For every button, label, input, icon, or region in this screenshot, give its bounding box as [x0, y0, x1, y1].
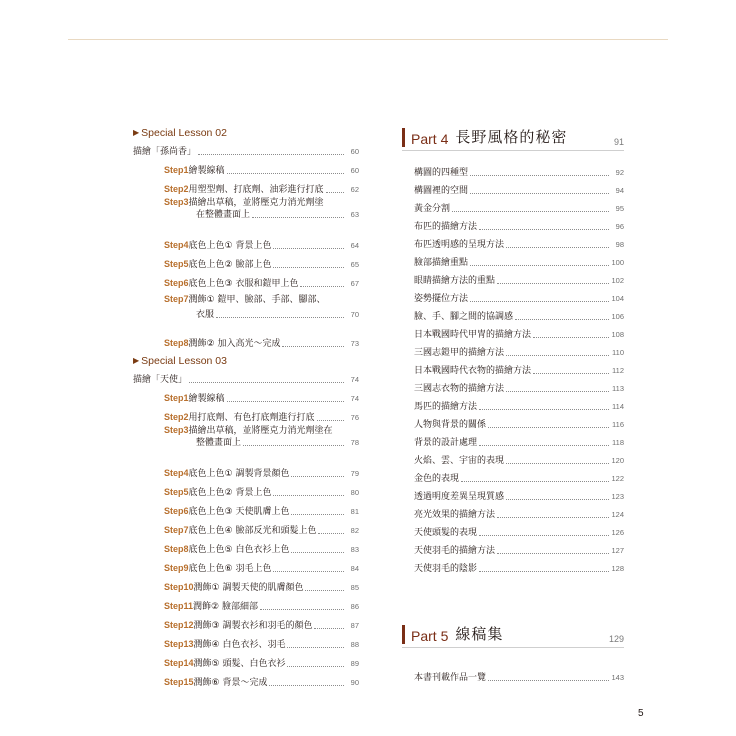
step-label: Step6 — [164, 506, 189, 516]
entry-label: 天使羽毛的陰影 — [414, 564, 478, 574]
part4-list — [402, 161, 624, 575]
right-column — [402, 123, 624, 575]
toc-entry-catalog[interactable] — [414, 672, 624, 684]
dot-leader — [318, 533, 344, 534]
entry-page: 95 — [615, 204, 624, 213]
entry-page: 83 — [350, 545, 359, 554]
entry-page: 87 — [350, 621, 359, 630]
entry-page: 118 — [612, 438, 624, 447]
triangle-icon: ▶ — [133, 356, 140, 365]
toc-entry-part4[interactable] — [402, 359, 624, 377]
lesson-heading-text: Special Lesson 02 — [141, 127, 227, 139]
toc-entry-part4[interactable] — [402, 323, 624, 341]
part-page: 91 — [613, 137, 624, 147]
toc-entry-part4[interactable] — [402, 485, 624, 503]
toc-entry-part4[interactable] — [402, 449, 624, 467]
dot-leader — [317, 420, 344, 421]
entry-label: 亮光效果的描繪方法 — [414, 510, 496, 520]
entry-page: 126 — [611, 528, 624, 537]
toc-entry-part4[interactable] — [402, 377, 624, 395]
entry-page: 62 — [350, 185, 359, 194]
step-line-2 — [164, 437, 359, 449]
part-number: Part 4 — [411, 131, 449, 147]
toc-entry-part4[interactable] — [402, 305, 624, 323]
toc-entry-step[interactable] — [133, 461, 359, 480]
entry-page: 86 — [350, 602, 359, 611]
step-text: 底色上色② 臉部上色 — [188, 260, 272, 270]
step-label: Step7 — [164, 294, 189, 304]
dot-leader — [479, 535, 609, 536]
step-label: Step2 — [164, 412, 189, 422]
toc-entry-step[interactable] — [133, 424, 359, 461]
step-label: Step6 — [164, 278, 189, 288]
toc-entry-part4[interactable] — [402, 467, 624, 485]
step-label: Step7 — [164, 525, 189, 535]
step-text: 底色上色③ 衣服和鎧甲上色 — [188, 279, 299, 289]
toc-entry-part4[interactable] — [402, 431, 624, 449]
step-text: 潤飾③ 調製衣衫和羽毛的顏色 — [193, 621, 313, 631]
step-text: 描繪出草稿，並將壓克力消光劑塗在 — [188, 426, 333, 436]
entry-page: 64 — [350, 241, 359, 250]
entry-label: 布匹透明感的呈現方法 — [414, 240, 505, 250]
step-line-2 — [164, 309, 359, 321]
part4-heading[interactable] — [402, 123, 624, 151]
dot-leader — [326, 192, 344, 193]
dot-leader — [273, 571, 344, 572]
dot-leader — [515, 319, 609, 320]
toc-entry-lesson-title[interactable] — [133, 369, 359, 386]
toc-entry-part4[interactable] — [402, 215, 624, 233]
part-number: Part 5 — [411, 628, 449, 644]
dot-leader — [198, 154, 344, 155]
dot-leader — [287, 666, 344, 667]
lesson-heading-text: Special Lesson 03 — [141, 355, 227, 367]
dot-leader — [506, 499, 609, 500]
page-number: 5 — [638, 708, 644, 719]
toc-entry-part4[interactable] — [402, 521, 624, 539]
dot-leader — [291, 552, 344, 553]
step-text: 底色上色② 背景上色 — [188, 488, 272, 498]
dot-leader — [470, 175, 609, 176]
toc-entry-lesson-title[interactable] — [133, 141, 359, 158]
entry-page: 123 — [611, 492, 624, 501]
step-label: Step10 — [164, 582, 194, 592]
step-line-1 — [164, 424, 359, 437]
toc-entry-step[interactable] — [133, 271, 359, 290]
entry-label: 臉、手、腳之間的協調感 — [414, 312, 514, 322]
dot-leader — [461, 481, 609, 482]
dot-leader — [497, 553, 609, 554]
dot-leader — [506, 247, 609, 248]
step-label: Step13 — [164, 639, 194, 649]
step-text: 底色上色⑥ 羽毛上色 — [188, 564, 272, 574]
part-page: 129 — [608, 634, 624, 644]
dot-leader — [479, 229, 609, 230]
dot-leader — [314, 628, 344, 629]
toc-entry-step[interactable] — [133, 632, 359, 651]
toc-entry-part4[interactable] — [402, 251, 624, 269]
step-label: Step3 — [164, 197, 189, 207]
dot-leader — [273, 267, 344, 268]
left-column — [133, 122, 359, 689]
entry-page: 76 — [350, 413, 359, 422]
step-line-1 — [164, 196, 359, 209]
toc-entry-part4[interactable] — [402, 269, 624, 287]
entry-page: 128 — [611, 564, 624, 573]
entry-label: 眼睛描繪方法的重點 — [414, 276, 496, 286]
step-label: Step5 — [164, 487, 189, 497]
part-accent-bar — [402, 625, 405, 644]
toc-entry-step[interactable] — [133, 386, 359, 405]
entry-page: 78 — [350, 438, 359, 447]
step-label: Step9 — [164, 563, 189, 573]
step-text: 潤飾② 臉部細部 — [193, 602, 258, 612]
entry-page: 80 — [350, 488, 359, 497]
entry-page: 65 — [350, 260, 359, 269]
dot-leader — [506, 463, 609, 464]
entry-label: 本書刊載作品一覽 — [414, 673, 487, 683]
entry-label: 背景的設計處理 — [414, 438, 478, 448]
dot-leader — [189, 382, 344, 383]
dot-leader — [470, 265, 609, 266]
entry-page: 74 — [350, 394, 359, 403]
dot-leader — [216, 317, 344, 318]
dot-leader — [479, 445, 609, 446]
entry-page: 60 — [350, 147, 359, 156]
toc-entry-part4[interactable] — [402, 161, 624, 179]
entry-page: 122 — [611, 474, 624, 483]
step-text: 潤飾④ 白色衣衫、羽毛 — [193, 640, 286, 650]
entry-label: 姿勢擺位方法 — [414, 294, 469, 304]
step-label: Step11 — [164, 601, 194, 611]
toc-entry-step[interactable] — [133, 252, 359, 271]
entry-label: 構圖裡的空間 — [414, 186, 469, 196]
step-label: Step12 — [164, 620, 194, 630]
dot-leader — [305, 590, 344, 591]
toc-entry-part4[interactable] — [402, 557, 624, 575]
entry-page: 112 — [612, 366, 624, 375]
step-text: 潤飾① 鎧甲、臉部、手部、腳部、 — [188, 295, 326, 305]
step-text: 底色上色① 調製背景顏色 — [188, 469, 290, 479]
entry-page: 94 — [615, 186, 624, 195]
part-title: 長野風格的秘密 — [455, 128, 568, 146]
entry-page: 113 — [612, 384, 624, 393]
entry-label: 人物與背景的關係 — [414, 420, 487, 430]
toc-entry-step[interactable] — [133, 233, 359, 252]
step-text: 描繪出草稿，並將壓克力消光劑塗 — [188, 198, 324, 208]
toc-entry-part4[interactable] — [402, 233, 624, 251]
step-text: 潤飾⑥ 背景～完成 — [193, 678, 268, 688]
entry-label: 布匹的描繪方法 — [414, 222, 478, 232]
entry-page: 92 — [615, 168, 624, 177]
part5-heading[interactable] — [402, 620, 624, 648]
entry-label: 日本戰國時代衣物的描繪方法 — [414, 366, 532, 376]
entry-label: 馬匹的描繪方法 — [414, 402, 478, 412]
toc-entry-step[interactable] — [133, 158, 359, 177]
entry-page: 108 — [611, 330, 624, 339]
top-rule — [68, 39, 668, 40]
toc-entry-part4[interactable] — [402, 179, 624, 197]
entry-page: 96 — [615, 222, 624, 231]
step-label: Step1 — [164, 393, 189, 403]
triangle-icon: ▶ — [133, 128, 140, 137]
dot-leader — [291, 476, 344, 477]
step-line-1 — [164, 293, 359, 306]
toc-entry-step[interactable] — [133, 594, 359, 613]
step-line-2 — [164, 209, 359, 221]
entry-page: 98 — [615, 240, 624, 249]
entry-page: 124 — [611, 510, 624, 519]
dot-leader — [533, 373, 609, 374]
entry-label: 三國志鎧甲的描繪方法 — [414, 348, 505, 358]
toc-entry-part4[interactable] — [402, 413, 624, 431]
toc-entry-step[interactable] — [133, 331, 359, 350]
toc-entry-step[interactable] — [133, 196, 359, 233]
entry-label: 黃金分割 — [414, 204, 451, 214]
step-text: 底色上色① 背景上色 — [188, 241, 272, 251]
part5-section — [402, 620, 624, 658]
step-text: 底色上色③ 天使肌膚上色 — [188, 507, 290, 517]
entry-page: 110 — [612, 348, 624, 357]
entry-page: 120 — [611, 456, 624, 465]
entry-page: 60 — [350, 166, 359, 175]
entry-label: 金色的表現 — [414, 474, 460, 484]
dot-leader — [252, 217, 344, 218]
step-text-continued: 衣服 — [196, 310, 215, 320]
dot-leader — [260, 609, 344, 610]
toc-entry-part4[interactable] — [402, 287, 624, 305]
dot-leader — [269, 685, 344, 686]
entry-label: 描繪「天使」 — [133, 375, 188, 385]
step-text-continued: 在整體畫面上 — [196, 210, 251, 220]
step-text: 潤飾① 調製天使的肌膚顏色 — [193, 583, 304, 593]
step-label: Step15 — [164, 677, 194, 687]
toc-entry-step[interactable] — [133, 518, 359, 537]
dot-leader — [300, 286, 344, 287]
catalog-section — [414, 672, 624, 684]
toc-entry-step[interactable] — [133, 613, 359, 632]
step-text: 潤飾⑤ 頭髮、白色衣衫 — [193, 659, 286, 669]
entry-page: 116 — [612, 420, 624, 429]
entry-label: 日本戰國時代甲冑的描繪方法 — [414, 330, 532, 340]
dot-leader — [533, 337, 609, 338]
toc-entry-step[interactable] — [133, 670, 359, 689]
step-label: Step8 — [164, 338, 189, 348]
dot-leader — [497, 517, 609, 518]
dot-leader — [273, 248, 344, 249]
entry-label: 透過明度差異呈現質感 — [414, 492, 505, 502]
entry-label: 臉部描繪重點 — [414, 258, 469, 268]
toc-entry-part4[interactable] — [402, 341, 624, 359]
entry-label: 天使頭髮的表現 — [414, 528, 478, 538]
step-text: 底色上色⑤ 白色衣衫上色 — [188, 545, 290, 555]
dot-leader — [291, 514, 344, 515]
step-text-continued: 整體畫面上 — [196, 438, 242, 448]
toc-entry-step[interactable] — [133, 293, 359, 330]
lesson-heading — [133, 354, 359, 369]
entry-label: 天使羽毛的描繪方法 — [414, 546, 496, 556]
dot-leader — [227, 173, 344, 174]
step-text: 底色上色④ 臉部反光和頭髮上色 — [188, 526, 317, 536]
entry-page: 114 — [612, 402, 624, 411]
step-label: Step3 — [164, 425, 189, 435]
entry-page: 88 — [350, 640, 359, 649]
toc-entry-step[interactable] — [133, 556, 359, 575]
entry-page: 67 — [350, 279, 359, 288]
toc-entry-step[interactable] — [133, 499, 359, 518]
entry-page: 90 — [350, 678, 359, 687]
entry-label: 構圖的四種型 — [414, 168, 469, 178]
step-label: Step1 — [164, 165, 189, 175]
step-text: 潤飾② 加入高光～完成 — [188, 339, 281, 349]
dot-leader — [506, 391, 609, 392]
step-label: Step4 — [164, 240, 189, 250]
step-label: Step2 — [164, 184, 189, 194]
part-title: 線稿集 — [455, 625, 504, 643]
entry-page: 106 — [611, 312, 624, 321]
entry-page: 127 — [611, 546, 624, 555]
dot-leader — [488, 427, 609, 428]
step-text: 用塑型劑、打底劑、油彩進行打底 — [188, 185, 324, 195]
toc-entry-step[interactable] — [133, 537, 359, 556]
entry-page: 84 — [350, 564, 359, 573]
entry-label: 火焰、雲、宇宙的表現 — [414, 456, 505, 466]
dot-leader — [287, 647, 344, 648]
step-label: Step14 — [164, 658, 194, 668]
dot-leader — [470, 301, 609, 302]
step-label: Step5 — [164, 259, 189, 269]
entry-page: 143 — [611, 673, 624, 682]
entry-page: 104 — [611, 294, 624, 303]
dot-leader — [506, 355, 609, 356]
toc-entry-step[interactable] — [133, 480, 359, 499]
entry-label: 三國志衣物的描繪方法 — [414, 384, 505, 394]
lesson-heading — [133, 126, 359, 141]
toc-entry-part4[interactable] — [402, 197, 624, 215]
entry-page: 79 — [350, 469, 359, 478]
entry-page: 70 — [350, 310, 359, 319]
step-label: Step4 — [164, 468, 189, 478]
entry-page: 85 — [350, 583, 359, 592]
entry-page: 74 — [350, 375, 359, 384]
dot-leader — [452, 211, 609, 212]
dot-leader — [273, 495, 344, 496]
entry-page: 82 — [350, 526, 359, 535]
entry-page: 89 — [350, 659, 359, 668]
dot-leader — [488, 680, 609, 681]
entry-page: 63 — [350, 210, 359, 219]
entry-page: 102 — [611, 276, 624, 285]
toc-entry-step[interactable] — [133, 405, 359, 424]
toc-entry-part4[interactable] — [402, 395, 624, 413]
toc-entry-part4[interactable] — [402, 539, 624, 557]
step-text: 用打底劑、有色打底劑進行打底 — [188, 413, 315, 423]
entry-page: 100 — [611, 258, 624, 267]
toc-entry-step[interactable] — [133, 177, 359, 196]
part-accent-bar — [402, 128, 405, 147]
toc-entry-step[interactable] — [133, 651, 359, 670]
step-text: 繪製線稿 — [188, 166, 225, 176]
dot-leader — [243, 445, 344, 446]
dot-leader — [479, 409, 609, 410]
dot-leader — [497, 283, 609, 284]
toc-entry-part4[interactable] — [402, 503, 624, 521]
dot-leader — [470, 193, 609, 194]
entry-page: 81 — [350, 507, 359, 516]
entry-label: 描繪「孫尚香」 — [133, 147, 197, 157]
toc-entry-step[interactable] — [133, 575, 359, 594]
dot-leader — [227, 401, 344, 402]
step-text: 繪製線稿 — [188, 394, 225, 404]
dot-leader — [282, 346, 344, 347]
dot-leader — [479, 571, 609, 572]
step-label: Step8 — [164, 544, 189, 554]
entry-page: 73 — [350, 339, 359, 348]
